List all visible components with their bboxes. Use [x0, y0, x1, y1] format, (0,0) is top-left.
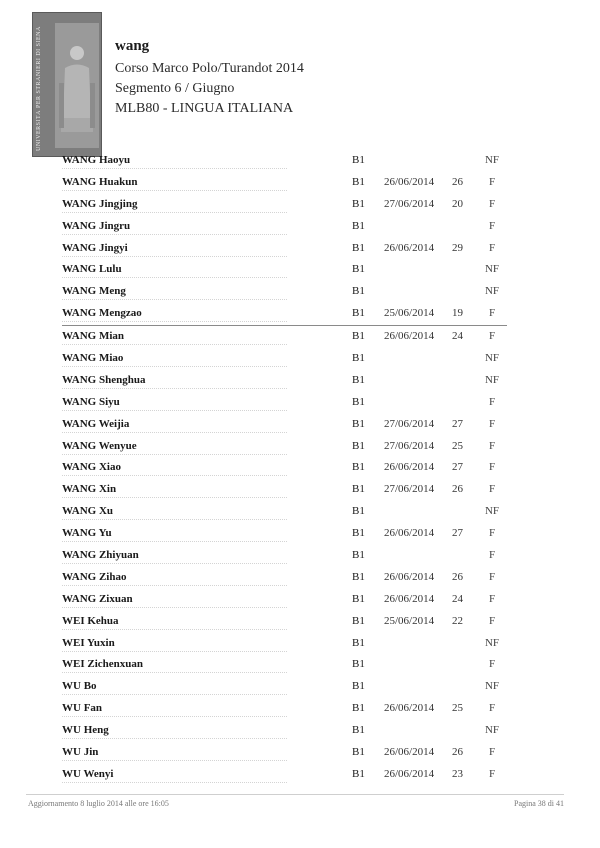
- score-cell: 24: [452, 592, 463, 605]
- list-item: [62, 436, 507, 458]
- score-cell: 27: [452, 417, 463, 430]
- student-surname: wang: [115, 38, 150, 54]
- result-cell: F: [488, 483, 496, 496]
- result-cell: NF: [484, 636, 500, 649]
- list-item: [62, 742, 507, 764]
- result-cell: NF: [484, 505, 500, 518]
- result-cell: F: [488, 746, 496, 759]
- dotted-rule: [62, 234, 287, 235]
- student-name: WANG Haoyu: [62, 154, 131, 166]
- seated-figure-emblem: [55, 23, 99, 148]
- student-name: WU Wenyi: [62, 767, 114, 780]
- list-item: [62, 764, 507, 786]
- score-cell: 26: [452, 483, 463, 496]
- level-cell: B1: [352, 680, 365, 693]
- level-cell: B1: [352, 658, 365, 671]
- score-cell: 24: [452, 330, 463, 343]
- university-logo: [32, 12, 102, 157]
- list-item: [62, 479, 507, 501]
- exam-date-cell: 26/06/2014: [384, 592, 435, 605]
- student-name: WANG Mengzao: [62, 307, 142, 320]
- level-cell: B1: [352, 549, 365, 562]
- score-cell: 20: [452, 197, 463, 210]
- result-cell: NF: [484, 373, 500, 386]
- dotted-rule: [62, 694, 287, 695]
- result-cell: F: [488, 197, 496, 210]
- dotted-rule: [62, 321, 287, 322]
- score-cell: 22: [452, 614, 463, 627]
- dotted-rule: [62, 475, 287, 476]
- level-cell: B1: [352, 439, 365, 452]
- result-cell: F: [488, 527, 496, 540]
- dotted-rule: [62, 760, 287, 761]
- dotted-rule: [62, 519, 287, 520]
- list-item: [62, 567, 507, 589]
- exam-label: MLB80 - LINGUA ITALIANA: [115, 101, 294, 116]
- exam-date-cell: 26/06/2014: [384, 330, 435, 343]
- level-cell: B1: [352, 352, 365, 365]
- list-item: [62, 633, 507, 655]
- student-name: WEI Kehua: [62, 614, 119, 627]
- student-name: WANG Zihao: [62, 570, 127, 583]
- document-header: [115, 36, 304, 119]
- dotted-rule: [62, 344, 287, 345]
- seated-figure-icon: [55, 23, 99, 148]
- result-cell: F: [488, 702, 496, 715]
- list-item: [62, 676, 507, 698]
- level-cell: B1: [352, 746, 365, 759]
- score-cell: 29: [452, 241, 463, 254]
- dotted-rule: [62, 585, 287, 586]
- student-name: WANG Zhiyuan: [62, 549, 139, 562]
- score-cell: 23: [452, 767, 463, 780]
- dotted-rule: [62, 738, 287, 739]
- list-item: [62, 259, 507, 281]
- score-cell: 26: [452, 175, 463, 188]
- list-item: [62, 172, 507, 194]
- level-cell: B1: [352, 767, 365, 780]
- result-cell: NF: [484, 724, 500, 737]
- student-name: WU Fan: [62, 702, 103, 715]
- list-item: [62, 457, 507, 479]
- level-cell: B1: [352, 570, 365, 583]
- student-name: WANG Lulu: [62, 263, 122, 276]
- student-name: WANG Xin: [62, 483, 117, 496]
- list-item: [62, 545, 507, 567]
- dotted-rule: [62, 432, 287, 433]
- student-name: WEI Zichenxuan: [62, 658, 143, 671]
- list-item: [62, 392, 507, 414]
- student-name: WANG Jingjing: [62, 197, 138, 210]
- level-cell: B1: [352, 592, 365, 605]
- student-name: WANG Huakun: [62, 175, 138, 188]
- result-cell: NF: [484, 263, 500, 276]
- list-item: [62, 150, 507, 172]
- score-cell: 27: [452, 527, 463, 540]
- exam-date-cell: 26/06/2014: [384, 702, 435, 715]
- list-item: [62, 523, 507, 545]
- dotted-rule: [62, 388, 287, 389]
- list-item: [62, 611, 507, 633]
- exam-date-cell: 26/06/2014: [384, 527, 435, 540]
- dotted-rule: [62, 410, 287, 411]
- list-item: [62, 720, 507, 742]
- list-item: [62, 216, 507, 238]
- result-cell: F: [488, 658, 496, 671]
- result-cell: F: [488, 549, 496, 562]
- student-name: WANG Shenghua: [62, 373, 146, 386]
- dotted-rule: [62, 563, 287, 564]
- dotted-rule: [62, 168, 287, 169]
- score-cell: 26: [452, 570, 463, 583]
- result-cell: F: [488, 570, 496, 583]
- student-name: WANG Yu: [62, 527, 112, 540]
- exam-date-cell: 27/06/2014: [384, 439, 435, 452]
- result-cell: F: [488, 461, 496, 474]
- exam-date-cell: 25/06/2014: [384, 307, 435, 320]
- exam-date-cell: 26/06/2014: [384, 461, 435, 474]
- exam-date-cell: 26/06/2014: [384, 570, 435, 583]
- footer-divider: [26, 794, 564, 795]
- exam-date-cell: 26/06/2014: [384, 241, 435, 254]
- course-title: Corso Marco Polo/Turandot 2014: [115, 61, 304, 76]
- student-name: WU Heng: [62, 724, 109, 737]
- level-cell: B1: [352, 197, 365, 210]
- exam-date-cell: 25/06/2014: [384, 614, 435, 627]
- result-cell: F: [488, 395, 496, 408]
- segment-label: Segmento 6 / Giugno: [115, 81, 235, 96]
- score-cell: 25: [452, 702, 463, 715]
- level-cell: B1: [352, 636, 365, 649]
- exam-date-cell: 27/06/2014: [384, 483, 435, 496]
- list-item: [62, 194, 507, 216]
- level-cell: B1: [352, 175, 365, 188]
- dotted-rule: [62, 366, 287, 367]
- student-name: WANG Zixuan: [62, 592, 133, 605]
- list-item: [62, 698, 507, 720]
- level-cell: B1: [352, 614, 365, 627]
- level-cell: B1: [352, 724, 365, 737]
- logo-text: UNIVERSITÀ PER STRANIERI DI SIENA: [36, 26, 42, 151]
- level-cell: B1: [352, 505, 365, 518]
- result-cell: F: [488, 614, 496, 627]
- dotted-rule: [62, 212, 287, 213]
- list-item: [62, 414, 507, 436]
- dotted-rule: [62, 277, 287, 278]
- dotted-rule: [62, 716, 287, 717]
- page-number: Pagina 38 di 41: [514, 799, 564, 808]
- exam-date-cell: 26/06/2014: [384, 767, 435, 780]
- dotted-rule: [62, 782, 287, 783]
- list-item: [62, 348, 507, 370]
- dotted-rule: [62, 629, 287, 630]
- list-item: [62, 589, 507, 611]
- list-item: [62, 326, 507, 348]
- dotted-rule: [62, 607, 287, 608]
- result-cell: F: [488, 439, 496, 452]
- dotted-rule: [62, 190, 287, 191]
- student-name: WU Jin: [62, 746, 99, 759]
- level-cell: B1: [352, 263, 365, 276]
- level-cell: B1: [352, 241, 365, 254]
- level-cell: B1: [352, 417, 365, 430]
- update-timestamp: Aggiornamento 8 luglio 2014 alle ore 16:05: [28, 799, 169, 808]
- result-cell: F: [488, 175, 496, 188]
- score-cell: 27: [452, 461, 463, 474]
- list-item: [62, 303, 507, 326]
- result-cell: NF: [484, 680, 500, 693]
- exam-date-cell: 27/06/2014: [384, 197, 435, 210]
- level-cell: B1: [352, 219, 365, 232]
- list-item: [62, 501, 507, 523]
- student-name: WANG Xiao: [62, 461, 121, 474]
- dotted-rule: [62, 256, 287, 257]
- list-item: [62, 238, 507, 260]
- level-cell: B1: [352, 483, 365, 496]
- student-name: WANG Meng: [62, 285, 126, 298]
- level-cell: B1: [352, 285, 365, 298]
- exam-date-cell: 27/06/2014: [384, 417, 435, 430]
- score-cell: 25: [452, 439, 463, 452]
- list-item: [62, 281, 507, 303]
- level-cell: B1: [352, 373, 365, 386]
- student-name: WANG Weijia: [62, 417, 130, 430]
- result-cell: F: [488, 592, 496, 605]
- student-name: WANG Jingru: [62, 219, 131, 232]
- student-name: WU Bo: [62, 680, 97, 693]
- student-name: WANG Mian: [62, 330, 125, 343]
- student-name: WANG Wenyue: [62, 439, 137, 452]
- result-cell: F: [488, 417, 496, 430]
- list-item: [62, 370, 507, 392]
- list-item: [62, 654, 507, 676]
- level-cell: B1: [352, 307, 365, 320]
- level-cell: B1: [352, 154, 365, 166]
- level-cell: B1: [352, 395, 365, 408]
- result-cell: F: [488, 219, 496, 232]
- student-name: WANG Miao: [62, 352, 124, 365]
- student-name: WANG Xu: [62, 505, 114, 518]
- result-cell: NF: [484, 285, 500, 298]
- dotted-rule: [62, 497, 287, 498]
- level-cell: B1: [352, 330, 365, 343]
- dotted-rule: [62, 651, 287, 652]
- student-name: WANG Siyu: [62, 395, 120, 408]
- result-cell: NF: [484, 154, 500, 166]
- student-name: WEI Yuxin: [62, 636, 115, 649]
- exam-date-cell: 26/06/2014: [384, 175, 435, 188]
- dotted-rule: [62, 541, 287, 542]
- result-cell: F: [488, 767, 496, 780]
- result-cell: F: [488, 307, 496, 320]
- level-cell: B1: [352, 527, 365, 540]
- level-cell: B1: [352, 702, 365, 715]
- result-cell: NF: [484, 352, 500, 365]
- results-list: [62, 150, 507, 786]
- score-cell: 26: [452, 746, 463, 759]
- score-cell: 19: [452, 307, 463, 320]
- result-cell: F: [488, 241, 496, 254]
- level-cell: B1: [352, 461, 365, 474]
- dotted-rule: [62, 454, 287, 455]
- exam-date-cell: 26/06/2014: [384, 746, 435, 759]
- dotted-rule: [62, 299, 287, 300]
- result-cell: F: [488, 330, 496, 343]
- dotted-rule: [62, 672, 287, 673]
- student-name: WANG Jingyi: [62, 241, 128, 254]
